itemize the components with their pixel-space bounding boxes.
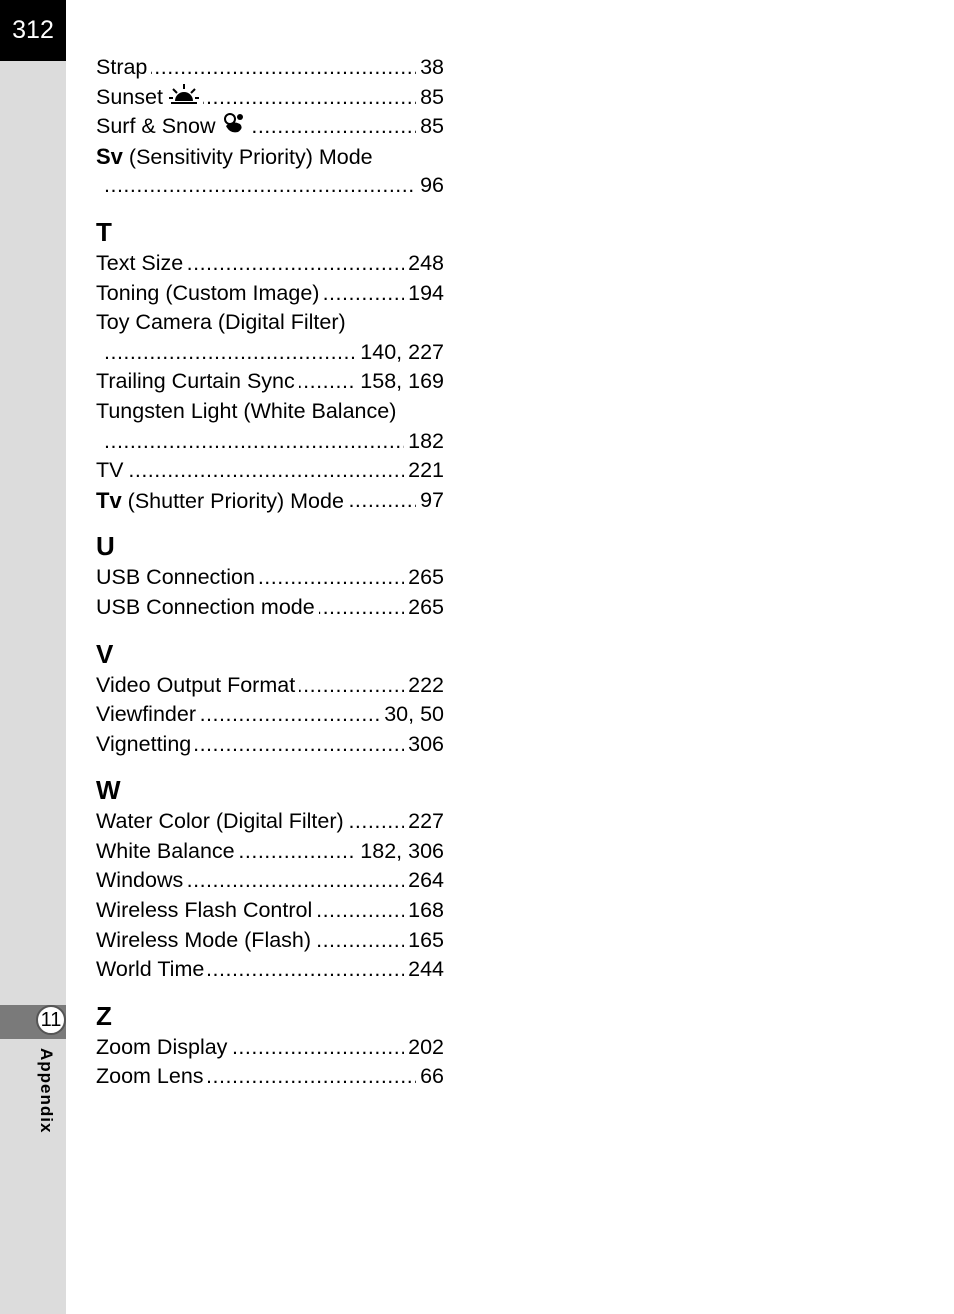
entry-term — [96, 563, 259, 593]
index-entry — [96, 807, 444, 837]
entry-text: Tungsten Light (White Balance) — [96, 398, 397, 423]
section-letter: U — [96, 531, 115, 562]
index-entry — [96, 486, 444, 516]
entry-term — [96, 83, 203, 114]
index-entry — [96, 279, 444, 309]
index-entry — [96, 1033, 444, 1063]
entry-pages: 265 — [404, 563, 444, 593]
entry-pages: 165 — [404, 926, 444, 956]
side-strip — [0, 0, 66, 1314]
index-entry — [96, 367, 444, 397]
entry-text: Surf & Snow — [96, 114, 216, 139]
entry-term — [96, 456, 127, 486]
entry-term — [96, 249, 187, 279]
index-entry — [96, 730, 444, 760]
entry-term — [96, 700, 200, 730]
index-entry — [96, 53, 444, 83]
section-letter: W — [96, 775, 121, 806]
entry-pages: ..... 140, 227 — [356, 338, 444, 368]
index-entry — [96, 593, 444, 623]
entry-pages: 264 — [404, 866, 444, 896]
entry-text: World Time — [96, 957, 205, 982]
mode-mark: Sv — [96, 143, 123, 169]
entry-pages: ..... 182 — [404, 427, 444, 457]
entry-text: Wireless Flash Control — [96, 898, 313, 923]
index-entry — [96, 1062, 444, 1092]
index-list — [96, 53, 444, 1092]
entry-text: Text Size — [96, 250, 184, 275]
chapter-label: Appendix — [37, 1048, 56, 1134]
entry-pages: 222 — [404, 671, 444, 701]
entry-text: Trailing Curtain Sync — [96, 369, 295, 394]
index-entry — [96, 338, 444, 368]
entry-text: Windows — [96, 868, 184, 893]
page-number: 312 — [0, 0, 66, 61]
section-letter: Z — [96, 1000, 112, 1031]
entry-text: Video Output Format — [96, 672, 296, 697]
entry-text: (Sensitivity Priority) Mode — [128, 144, 373, 169]
index-entry — [96, 837, 444, 867]
entry-term — [96, 1062, 208, 1092]
entry-text: Zoom Display — [96, 1034, 228, 1059]
surf-snow-icon — [222, 112, 246, 143]
entry-pages: ..... 96 — [416, 171, 444, 201]
sunset-icon — [169, 83, 199, 114]
mode-mark: Tv — [96, 487, 122, 513]
entry-pages: 227 — [404, 807, 444, 837]
entry-term — [96, 53, 151, 83]
section-letter: T — [96, 216, 112, 247]
entry-text: Vignetting — [96, 731, 192, 756]
entry-pages: 244 — [404, 955, 444, 985]
entry-pages: 66 — [416, 1062, 444, 1092]
index-entry — [96, 171, 444, 201]
entry-term — [96, 955, 208, 985]
index-entry — [96, 700, 444, 730]
entry-text: USB Connection mode — [96, 594, 315, 619]
entry-term — [96, 142, 377, 173]
index-entry — [96, 563, 444, 593]
entry-pages: 38 — [416, 53, 444, 83]
chapter-number: 11 — [36, 1005, 66, 1035]
entry-term — [96, 837, 239, 867]
entry-pages: 168 — [404, 896, 444, 926]
entry-pages: 248 — [404, 249, 444, 279]
entry-text: Toning (Custom Image) — [96, 280, 320, 305]
index-entry — [96, 955, 444, 985]
index-entry — [96, 142, 444, 172]
index-entry — [96, 308, 444, 338]
entry-term — [96, 593, 319, 623]
entry-term — [96, 367, 299, 397]
section-letter: V — [96, 638, 114, 669]
entry-term — [96, 866, 187, 896]
entry-term — [96, 486, 348, 517]
entry-term — [96, 112, 250, 143]
entry-pages: 30, 50 — [380, 700, 444, 730]
index-entry — [96, 427, 444, 457]
entry-text: Water Color (Digital Filter) — [96, 809, 344, 834]
entry-term — [96, 308, 350, 338]
entry-pages: 85 — [416, 112, 444, 142]
index-entry — [96, 926, 444, 956]
entry-term — [96, 926, 315, 956]
index-entry — [96, 83, 444, 113]
entry-pages: 202 — [404, 1033, 444, 1063]
index-entry — [96, 866, 444, 896]
entry-text: Zoom Lens — [96, 1064, 204, 1089]
entry-pages: 182, 306 — [356, 837, 444, 867]
entry-pages: 194 — [404, 279, 444, 309]
entry-pages: 265 — [404, 593, 444, 623]
entry-text: White Balance — [96, 838, 235, 863]
entry-text: Sunset — [96, 84, 163, 109]
entry-text: TV — [96, 458, 124, 483]
entry-pages: 97 — [416, 486, 444, 516]
entry-text: Strap — [96, 55, 148, 79]
index-entry — [96, 896, 444, 926]
entry-text: (Shutter Priority) Mode — [127, 488, 344, 513]
entry-term — [96, 671, 299, 701]
index-entry — [96, 249, 444, 279]
entry-text: Viewfinder — [96, 702, 196, 727]
entry-term — [96, 730, 195, 760]
entry-text: Wireless Mode (Flash) — [96, 927, 312, 952]
index-entry — [96, 112, 444, 142]
entry-term — [96, 279, 323, 309]
entry-text: Toy Camera (Digital Filter) — [96, 310, 346, 335]
entry-pages: 158, 169 — [356, 367, 444, 397]
entry-term — [96, 807, 348, 837]
entry-text: USB Connection — [96, 565, 255, 590]
entry-term — [96, 1033, 231, 1063]
entry-pages: 85 — [416, 83, 444, 113]
entry-pages: 221 — [404, 456, 444, 486]
index-entry — [96, 456, 444, 486]
entry-pages: 306 — [404, 730, 444, 760]
index-entry — [96, 671, 444, 701]
index-entry — [96, 397, 444, 427]
entry-term — [96, 896, 316, 926]
entry-term — [96, 397, 400, 427]
